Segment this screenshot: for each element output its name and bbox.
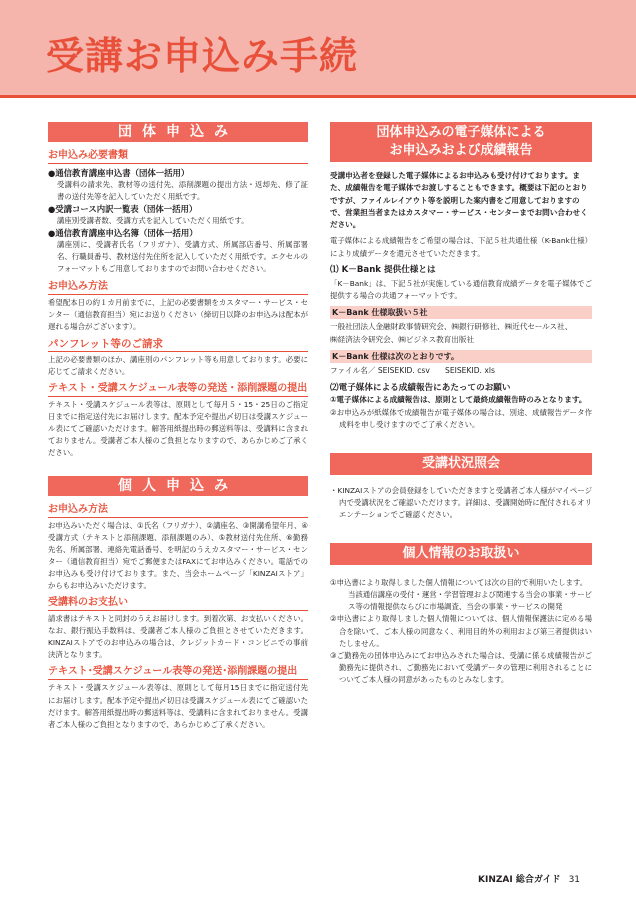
required-documents-heading: お申込み必要書類 [48, 150, 308, 164]
report-request-2: ②お申込みが紙媒体で成績報告が電子媒体の場合は、別途、成績報告データ作成料を申し受けますのでご了承ください。 [330, 407, 592, 429]
pamphlet-heading: パンフレット等のご請求 [48, 338, 308, 352]
privacy-item-2: ②申込書により取得しました個人情報については、個人情報保護法に定める場合を除いて、ご本人様の同意なく、利用目的外の利用および第三者提供はいたしません。 [330, 614, 592, 648]
privacy-item-1: ①申込書により取得しました個人情報については次の目的で利用いたします。 [330, 578, 588, 588]
doc2-text: 講座別受講者数、受講方式を記入していただく用紙です。 [57, 216, 249, 226]
electronic-heading-line2: お申込みおよび成績報告 [389, 143, 533, 158]
group-application-heading: 団体申込み [48, 122, 308, 142]
doc3-title: ●通信教育講座申込名簿（団体一括用） [48, 228, 198, 239]
kbank-file-names: ファイル名／ SEISEKID. csv SEISEKID. xls [330, 366, 495, 376]
header-rule [0, 95, 636, 98]
electronic-note: 電子媒体による成績報告をご希望の場合は、下記５社共通仕様（K-Bank仕様）により成績データを還元させていただきます。 [330, 236, 592, 258]
individual-text-delivery-text: テキスト・受講スケジュール表等は、原則として毎月15日までに指定送付先にお届けします。配本予定や提出〆切日は受講スケジュール表にてご確認いただけます。解答用紙提出時の郵送料等は、受講料に含まれておりません。受講者ご本人様のご負担となりますので、あらかじめご了承ください。 [48, 683, 308, 729]
kbank-text: 「K－Bank」は、下記５社が実施している通信教育成績データを電子媒体でご提供する場合の共通フォーマットです。 [330, 279, 592, 301]
pamphlet-text: 上記の必要書類のほか、講座別のパンフレット等も用意しております。必要に応じてご請求ください。 [48, 354, 308, 376]
doc1-text: 受講料の請求先、教材等の送付先、添削課題の提出方法・返却先、修了証書の送付先等を記入していただく用紙です。 [57, 180, 308, 202]
right-column [330, 122, 592, 686]
status-inquiry-heading: 受講状況照会 [330, 453, 592, 475]
page-title: 受講お申込み手続 [46, 34, 359, 78]
doc2-title: ●受講コース内訳一覧表（団体一括用） [48, 204, 198, 215]
report-request-1: ①電子媒体による成績報告は、原則として最終成績報告時のみとなります。 [330, 395, 587, 405]
page-footer [478, 872, 580, 885]
individual-method-text: お申込みいただく場合は、①氏名（フリガナ）、②講座名、③開講希望年月、④受講方式（テキストと添削課題、添削課題のみ）、⑤教材送付先住所、⑥勤務先名、所属部署、連絡先電話番号、を明記のうえカスタマー・サービス・センター（通信教育担当）宛でご郵便またはFAXにてお申込みください。電話でのお申込みも受け付けております。また、当会ホームページ「KINZAIストア」からもお申込みいただけます。 [48, 520, 308, 590]
group-text-delivery-text: テキスト・受講スケジュール表等は、原則として毎月５・15・25日のご指定日までに指定送付先にお届けします。配本予定や提出〆切日は受講スケジュール表にてご確認いただけます。解答用紙提出時の郵送料等は、受講料に含まれておりません。受講者ご本人様のご負担となりますので、あらかじめご了承ください。 [48, 400, 308, 458]
kbank-companies-line2: ㈱経済法令研究会、㈱ビジネス教育出版社 [330, 334, 475, 344]
kbank-companies-line1: 一般社団法人金融財政事情研究会、㈱銀行研修社、㈱近代セールス社、 [330, 322, 573, 332]
group-method-text: 希望配本日の約１カ月前までに、上記の必要書類をカスタマー・サービス・センター（通信教育担当）宛にお送りください（締切日以降のお申込みは配本が遅れる場合がございます）。 [48, 297, 308, 331]
status-inquiry-text: ・KINZAIストアの会員登録をしていただきますと受講者ご本人様がマイページ内で受講状況をご確認いただけます。詳細は、受講開始時に配付されるオリエンテーションでご確認ください。 [330, 485, 592, 520]
electronic-intro: 受講申込者を登録した電子媒体によるお申込みも受け付けております。また、成績報告を電子媒体でお渡しすることもできます。概要は下記のとおりですが、ファイルレイアウト等を説明した案内書をご用意しておりますので、営業担当者またはカスタマー・サービス・センターまでお問い合わせください。 [330, 171, 588, 230]
privacy-item-1-detail: 当該通信講座の受付・運営・学習管理および関連する当会の事業・サービス等の情報提供ならびに市場調査、当会の事業・サービスの開発 [348, 590, 592, 612]
doc1-title: ●通信教育講座申込書（団体一括用） [48, 168, 190, 178]
individual-application-heading: 個人申込み [48, 476, 308, 496]
payment-text: 請求書はテキストと同封のうえお届けします。到着次第、お支払いください。なお、銀行振込手数料は、受講者ご本人様のご負担とさせていただきます。KINZAIストアでのお申込みの場合は、クレジットカード・コンビニでの事前決済となります。 [48, 614, 308, 660]
electronic-media-heading [330, 122, 592, 162]
kbank-format-heading: K－Bank 仕様は次のとおりです。 [330, 350, 592, 363]
individual-text-delivery-heading: テキスト･受講スケジュール表等の発送･添削課題の提出 [48, 666, 308, 680]
guide-name: KINZAI 総合ガイド [478, 875, 561, 885]
page-number: 31 [568, 875, 581, 885]
left-column [48, 122, 308, 731]
group-method-heading: お申込み方法 [48, 281, 308, 295]
kbank-heading: ⑴ K－Bank 提供仕様とは [330, 264, 436, 275]
report-request-heading: ⑵電子媒体による成績報告にあたってのお願い [330, 382, 511, 393]
privacy-heading: 個人情報のお取扱い [330, 543, 592, 565]
electronic-heading-line1: 団体申込みの電子媒体による [376, 125, 546, 140]
group-text-delivery-heading: テキスト・受講スケジュール表等の発送・添削課題の提出 [48, 383, 308, 397]
payment-heading: 受講料のお支払い [48, 597, 308, 611]
privacy-item-3: ③ご勤務先の団体申込みにてお申込みされた場合は、受講に係る成績報告がご勤務先に提供され、ご勤務先において受講データの管理に利用されることについてご本人様の同意があったものとみなします。 [330, 650, 592, 684]
individual-method-heading: お申込み方法 [48, 504, 308, 518]
doc3-text: 講座別に、受講者氏名（フリガナ）、受講方式、所属部店番号、所属部署名、行職員番号、教材送付先住所を記入していただく用紙です。エクセルのフォーマットもご用意しておりますのでお問い合わせください。 [57, 240, 308, 274]
kbank-companies-heading: K－Bank 仕様取扱い５社 [330, 306, 592, 319]
